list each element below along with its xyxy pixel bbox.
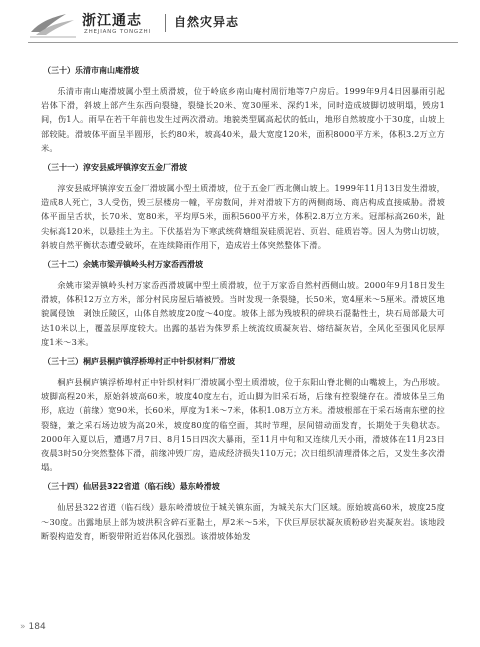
section-heading: （三十三）桐庐县桐庐镇浮桥埠村正中针织材料厂滑坡 bbox=[43, 357, 235, 367]
section-heading: （三十一）淳安县威坪镇淳安五金厂滑坡 bbox=[43, 163, 187, 173]
page-number bbox=[20, 622, 46, 632]
header-separator bbox=[165, 14, 166, 32]
zhejiang-tongzhi-logo-icon bbox=[28, 10, 78, 40]
page-header bbox=[28, 8, 458, 48]
page-content bbox=[41, 66, 445, 551]
section-paragraph: 淳安县威坪镇淳安五金厂滑坡属小型土质滑坡，位于五金厂西北侧山坡上。1999年11月13日发生滑坡，造成8人死亡，3人受伤，毁三层楼房一幢，平房数间，并对滑坡下方的两侧商场、商店构成直接威胁。滑坡体平面呈舌状，长70米、宽80米，平均厚5米，面积5600平方米，体积2.8万立方米。冠部标高260米，趾尖标高120米，以悬挂土为主。下伏基岩为下寒武统荷塘组炭硅质泥岩、页岩、硅质岩等。因人为劈山切坡，斜坡自然平衡状态遭受破坏，在连续降雨作用下，造成岩土体突然整体下滑。 bbox=[41, 183, 445, 250]
section-paragraph: 仙居县322省道（临石线）悬东岭滑坡位于城关镇东面，为城关东大门区域。原始坡高60米，坡度25度～30度。出露地层上部为坡洪积含碎石亚黏土，厚2米～5米，下伏巨厚层状凝灰质粉砂岩夹凝灰岩。该地段断裂构造发育，断裂带附近岩体风化强烈。该滑坡体始发 bbox=[41, 502, 445, 541]
brand-subtitle: ZHEJIANG TONGZHI bbox=[84, 29, 151, 35]
section-heading: （三十二）余姚市梁弄镇岭头村万家岙西滑坡 bbox=[43, 260, 203, 270]
section-name: 自然灾异志 bbox=[174, 15, 240, 29]
section-paragraph: 余姚市梁弄镇岭头村万家岙西滑坡属中型土质滑坡，位于万家岙自然村西侧山坡。2000年9月18日发生滑坡，体积12万立方米，部分村民房屋后墙被毁。当时发现一条裂缝，长50米，宽4厘米～5厘米。滑坡区地貌属侵蚀 剥蚀丘陵区，山体自然坡度20度～40度。坡体上部为残坡积的碎块石混黏性土，块石局部最大可达10米以上，覆盖层厚度较大。出露的基岩为侏罗系上统流纹质凝灰岩、熔结凝灰岩，全风化至强风化层厚度1米～3米。 bbox=[41, 280, 445, 347]
section-34 bbox=[41, 482, 445, 543]
section-30 bbox=[41, 66, 445, 155]
section-heading: （三十）乐清市南山庵滑坡 bbox=[43, 66, 139, 75]
double-chevron-icon: » bbox=[20, 622, 26, 632]
section-paragraph: 桐庐县桐庐镇浮桥埠村正中针织材料厂滑坡属小型土质滑坡，位于东阳山脊北侧的山嘴坡上，为凸形坡。坡脚高程20米，原始斜坡高60米，坡度40度左右，近山脚为旧采石场，后缘有控裂缝存在。滑坡体呈三角形，底边（前缘）宽90米，长60米，厚度为1米～7米，体积1.08万立方米。滑坡根部在于采石场南东壁的拉裂缝，兼之采石场边坡为高20米，坡度80度的临空面，其时节理，层间错动面发育，长期处于失稳状态。2000年入夏以后，遭遇7月7日、8月15日四次大暴雨，至11月中旬和又连续几天小雨，滑坡体在11月23日夜晨3时50分突然整体下滑，前缘冲毁厂房，造成经济损失110万元；次日组织清理滑体之后，又发生多次滑塌。 bbox=[41, 377, 445, 473]
section-heading: （三十四）仙居县322省道（临石线）悬东岭滑坡 bbox=[43, 482, 220, 492]
section-31 bbox=[41, 163, 445, 252]
page-number-text: 184 bbox=[28, 622, 46, 632]
section-paragraph: 乐清市南山庵滑坡属小型土质滑坡，位于岭底乡南山庵村周衍地等7户房后。1999年9月4日因暴雨引起岩体下滑，斜坡上部产生东西向裂缝，裂缝长20米、宽30厘米、深约1米，同时造成坡脚切坡明塌，毁房1间，伤1人。雨旱在若干年前也发生过两次滑动。地貌类型属高起伏的低山，地形自然坡度小于30度，山坡上部较陡。滑坡体平面呈半圆形，长约80米，坡高40米，最大宽度120米，面积8000平方米，体积3.2万立方米。 bbox=[41, 86, 445, 153]
section-32 bbox=[41, 260, 445, 349]
section-33 bbox=[41, 357, 445, 474]
brand-title: 浙江通志 bbox=[82, 13, 142, 29]
header-rule bbox=[28, 42, 458, 43]
